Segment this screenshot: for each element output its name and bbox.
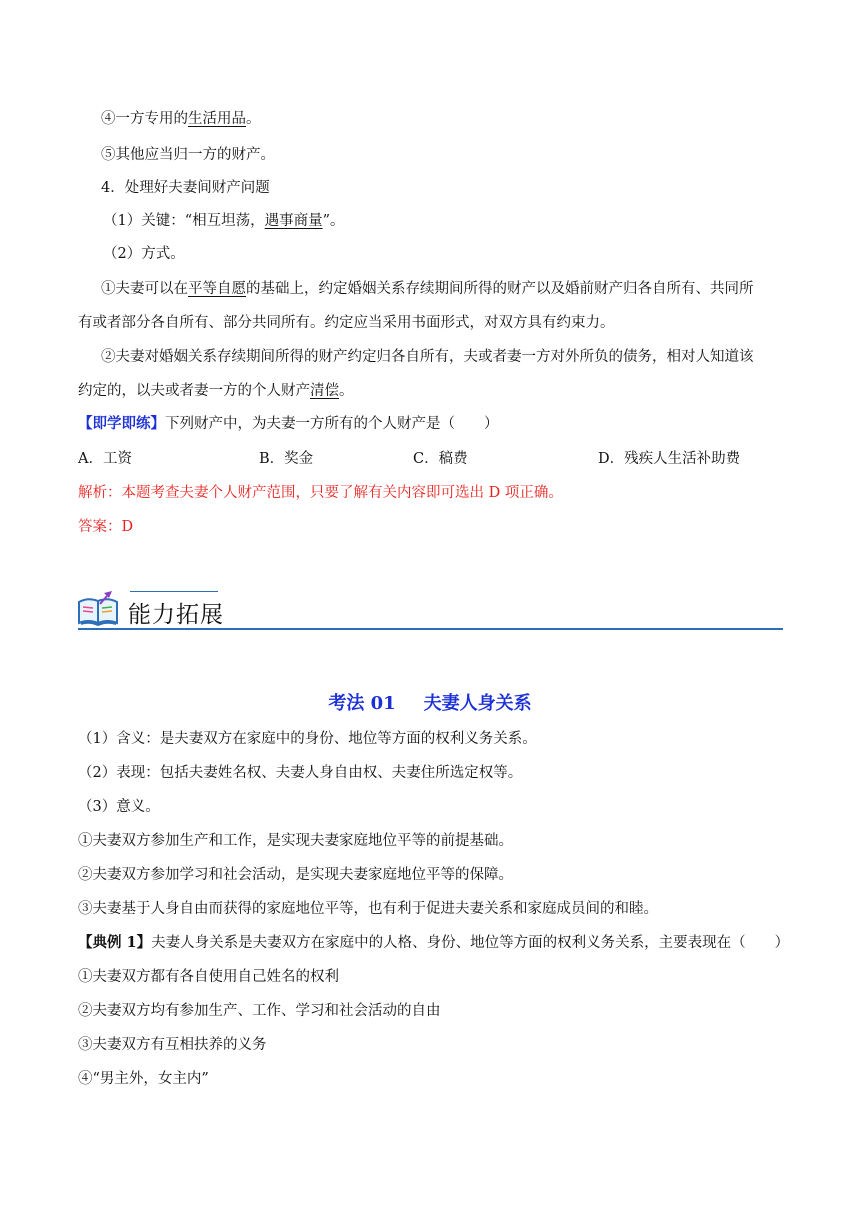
example-item-1: ①夫妻双方都有各自使用自己姓名的权利 [78,969,339,985]
example-question: 【典例 1】夫妻人身关系是夫妻双方在家庭中的人格、身份、地位等方面的权利义务关系，主要表现在（ ） [78,934,790,951]
book-pencil-icon [76,590,122,628]
option-b: B．奖金 [259,451,314,467]
method-2-line-1: ②夫妻对婚姻关系存续期间所得的财产约定归各自所有，夫或者妻一方对外所负的债务，相对人知道该 [101,349,754,365]
body-line-1: （1）含义：是夫妻双方在家庭中的身份、地位等方面的权利义务关系。 [78,731,537,747]
example-item-2: ②夫妻双方均有参加生产、工作、学习和社会活动的自由 [78,1003,441,1019]
underlined-term: 清偿 [310,383,339,399]
underlined-term: 遇事商量 [264,213,323,229]
section-rule [78,628,783,630]
key-line: （1）关键：“相互坦荡，遇事商量”。 [103,213,345,229]
body-line-4: ①夫妻双方参加生产和工作，是实现夫妻家庭地位平等的前提基础。 [78,833,513,849]
answer-text: 答案：D [78,519,134,535]
method-line: （2）方式。 [103,246,185,262]
option-a: A．工资 [78,451,132,467]
body-line-5: ②夫妻双方参加学习和社会活动，是实现夫妻家庭地位平等的保障。 [78,867,513,883]
method-1-line-1: ①夫妻可以在平等自愿的基础上，约定婚姻关系存续期间所得的财产以及婚前财产归各自所有、共同所 [101,281,754,297]
example-item-3: ③夫妻双方有互相扶养的义务 [78,1037,267,1053]
item-5: ⑤其他应当归一方的财产。 [101,147,275,163]
underlined-term: 平等自愿 [188,281,246,297]
exercise-question: 【即学即练】下列财产中，为夫妻一方所有的个人财产是（ ） [78,415,499,432]
example-tag: 【典例 1】 [78,934,152,951]
analysis-text: 解析：本题考查夫妻个人财产范围，只要了解有关内容即可选出 D 项正确。 [78,485,563,501]
section-title: 能力拓展 [128,602,224,628]
body-line-6: ③夫妻基于人身自由而获得的家庭地位平等，也有利于促进夫妻关系和家庭成员间的和睦。 [78,901,658,917]
heading-4: 4．处理好夫妻间财产问题 [101,180,270,196]
option-c: C．稿费 [413,451,468,467]
body-line-3: （3）意义。 [78,799,160,815]
kaofa-heading [0,689,860,715]
underlined-term: 生活用品 [188,111,246,127]
method-1-line-2: 有或者部分各自所有、部分共同所有。约定应当采用书面形式，对双方具有约束力。 [78,315,615,331]
body-line-2: （2）表现：包括夫妻姓名权、夫妻人身自由权、夫妻住所选定权等。 [78,765,523,781]
kaofa-label: 考法 01 [328,693,396,714]
option-d: D．残疾人生活补助费 [598,451,741,467]
section-top-rule [130,591,218,592]
method-2-line-2: 约定的，以夫或者妻一方的个人财产清偿。 [78,383,354,399]
example-item-4: ④“男主外，女主内” [78,1071,209,1087]
item-4: ④一方专用的生活用品。 [101,111,261,127]
kaofa-title: 夫妻人身关系 [423,693,532,714]
exercise-tag: 【即学即练】 [78,415,165,432]
